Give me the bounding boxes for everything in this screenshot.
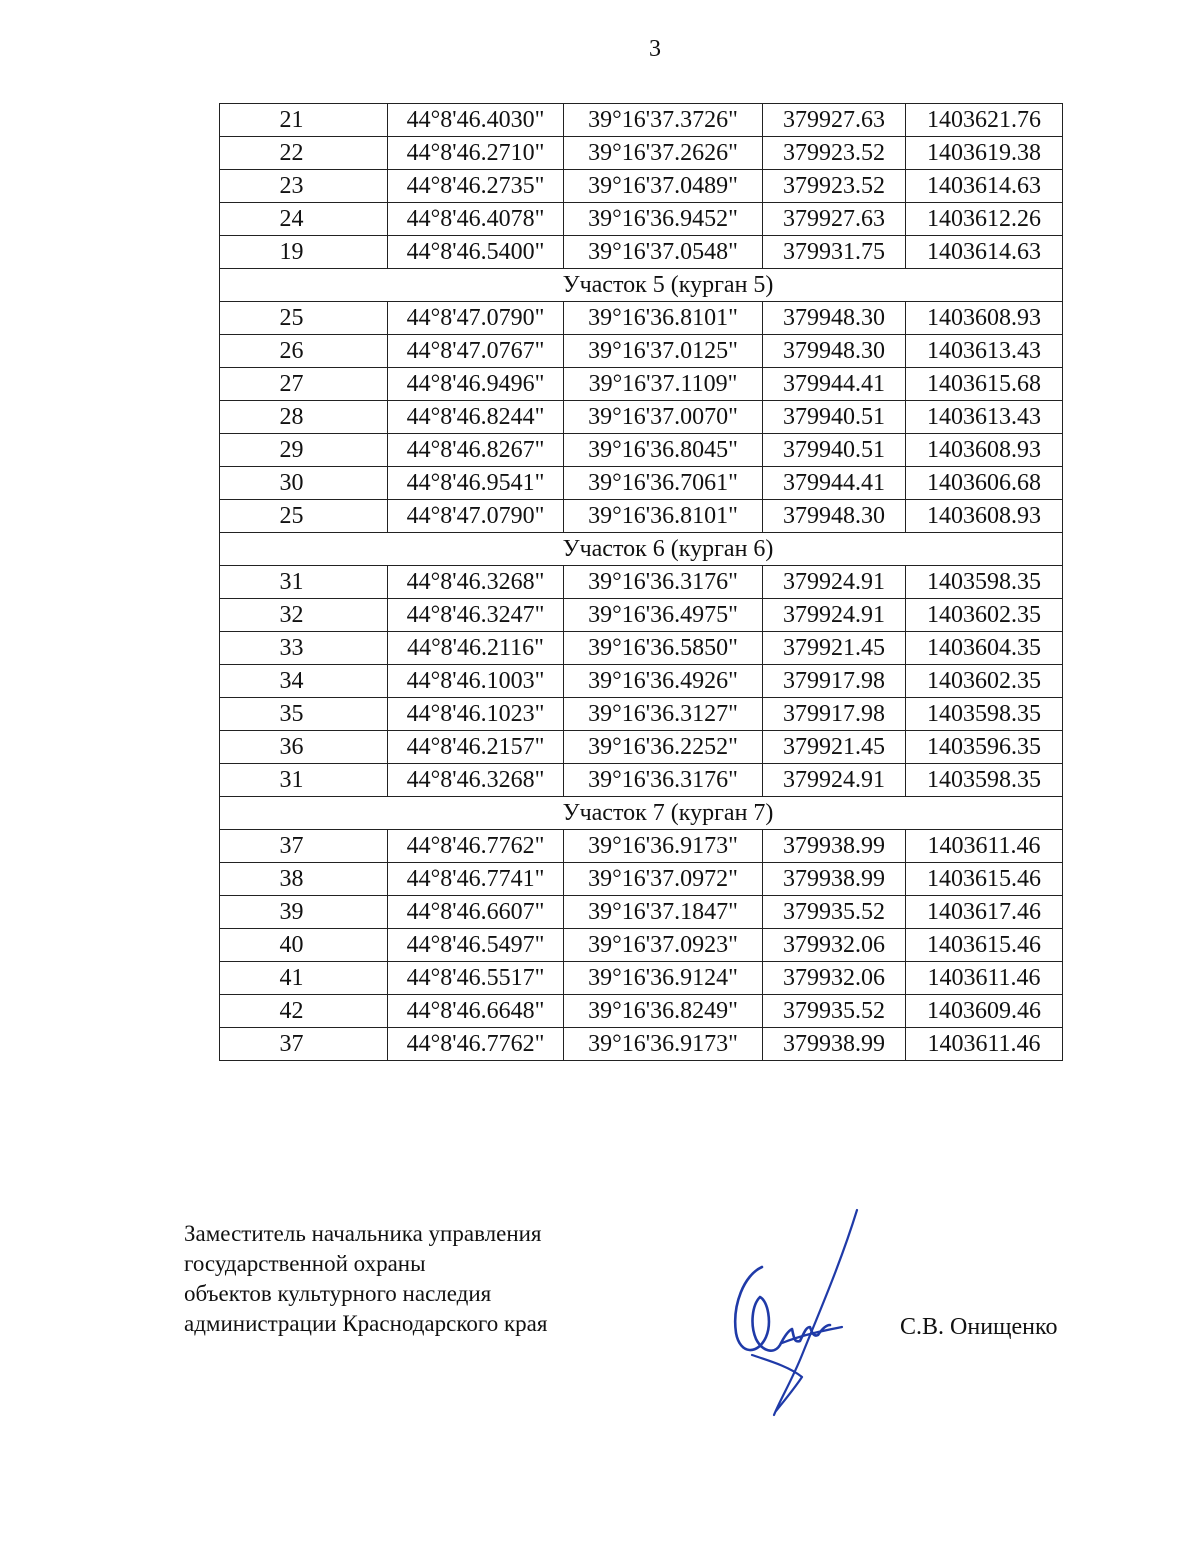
- table-row: [220, 335, 1063, 368]
- y-coordinate-cell: 1403617.46: [906, 896, 1063, 929]
- latitude-cell: 44°8'46.2710": [388, 137, 564, 170]
- point-number: 34: [220, 665, 388, 698]
- longitude-cell: 39°16'36.5850": [564, 632, 763, 665]
- table-row: [220, 665, 1063, 698]
- latitude-cell: 44°8'46.4030": [388, 104, 564, 137]
- y-coordinate-cell: 1403619.38: [906, 137, 1063, 170]
- point-number: 25: [220, 302, 388, 335]
- point-number: 39: [220, 896, 388, 929]
- y-coordinate-cell: 1403608.93: [906, 302, 1063, 335]
- latitude-cell: 44°8'46.3247": [388, 599, 564, 632]
- signature-stroke: [774, 1210, 857, 1415]
- longitude-cell: 39°16'36.9452": [564, 203, 763, 236]
- y-coordinate-cell: 1403608.93: [906, 500, 1063, 533]
- table-row: [220, 830, 1063, 863]
- x-coordinate-cell: 379917.98: [763, 698, 906, 731]
- x-coordinate-cell: 379932.06: [763, 962, 906, 995]
- point-number: 30: [220, 467, 388, 500]
- x-coordinate-cell: 379927.63: [763, 203, 906, 236]
- x-coordinate-cell: 379917.98: [763, 665, 906, 698]
- y-coordinate-cell: 1403602.35: [906, 599, 1063, 632]
- longitude-cell: 39°16'37.1847": [564, 896, 763, 929]
- point-number: 41: [220, 962, 388, 995]
- latitude-cell: 44°8'46.8267": [388, 434, 564, 467]
- coordinates-table-body: [220, 104, 1063, 1061]
- y-coordinate-cell: 1403611.46: [906, 830, 1063, 863]
- x-coordinate-cell: 379924.91: [763, 764, 906, 797]
- table-row: [220, 368, 1063, 401]
- y-coordinate-cell: 1403606.68: [906, 467, 1063, 500]
- y-coordinate-cell: 1403621.76: [906, 104, 1063, 137]
- table-row: [220, 599, 1063, 632]
- y-coordinate-cell: 1403614.63: [906, 236, 1063, 269]
- longitude-cell: 39°16'36.8249": [564, 995, 763, 1028]
- y-coordinate-cell: 1403596.35: [906, 731, 1063, 764]
- section-title: Участок 6 (курган 6): [220, 533, 1063, 566]
- table-row: [220, 500, 1063, 533]
- x-coordinate-cell: 379931.75: [763, 236, 906, 269]
- section-header-row: [220, 269, 1063, 302]
- longitude-cell: 39°16'36.3176": [564, 566, 763, 599]
- latitude-cell: 44°8'46.9496": [388, 368, 564, 401]
- point-number: 37: [220, 830, 388, 863]
- longitude-cell: 39°16'36.3176": [564, 764, 763, 797]
- point-number: 40: [220, 929, 388, 962]
- x-coordinate-cell: 379940.51: [763, 434, 906, 467]
- latitude-cell: 44°8'46.5400": [388, 236, 564, 269]
- point-number: 21: [220, 104, 388, 137]
- y-coordinate-cell: 1403615.68: [906, 368, 1063, 401]
- y-coordinate-cell: 1403598.35: [906, 764, 1063, 797]
- signer-name: С.В. Онищенко: [900, 1314, 1058, 1340]
- x-coordinate-cell: 379948.30: [763, 302, 906, 335]
- table-row: [220, 170, 1063, 203]
- x-coordinate-cell: 379944.41: [763, 467, 906, 500]
- longitude-cell: 39°16'36.4926": [564, 665, 763, 698]
- latitude-cell: 44°8'46.2157": [388, 731, 564, 764]
- latitude-cell: 44°8'46.6607": [388, 896, 564, 929]
- x-coordinate-cell: 379938.99: [763, 830, 906, 863]
- longitude-cell: 39°16'37.0489": [564, 170, 763, 203]
- y-coordinate-cell: 1403598.35: [906, 698, 1063, 731]
- point-number: 24: [220, 203, 388, 236]
- point-number: 36: [220, 731, 388, 764]
- x-coordinate-cell: 379932.06: [763, 929, 906, 962]
- table-row: [220, 896, 1063, 929]
- table-row: [220, 1028, 1063, 1061]
- point-number: 38: [220, 863, 388, 896]
- y-coordinate-cell: 1403613.43: [906, 401, 1063, 434]
- y-coordinate-cell: 1403609.46: [906, 995, 1063, 1028]
- latitude-cell: 44°8'47.0790": [388, 302, 564, 335]
- x-coordinate-cell: 379935.52: [763, 995, 906, 1028]
- section-header-row: [220, 533, 1063, 566]
- longitude-cell: 39°16'36.7061": [564, 467, 763, 500]
- longitude-cell: 39°16'37.1109": [564, 368, 763, 401]
- longitude-cell: 39°16'37.0972": [564, 863, 763, 896]
- point-number: 35: [220, 698, 388, 731]
- table-row: [220, 203, 1063, 236]
- latitude-cell: 44°8'46.7762": [388, 1028, 564, 1061]
- table-row: [220, 764, 1063, 797]
- handwritten-signature: [722, 1205, 872, 1420]
- table-row: [220, 962, 1063, 995]
- page-number: 3: [649, 36, 661, 62]
- point-number: 27: [220, 368, 388, 401]
- latitude-cell: 44°8'46.3268": [388, 764, 564, 797]
- point-number: 31: [220, 566, 388, 599]
- point-number: 22: [220, 137, 388, 170]
- x-coordinate-cell: 379927.63: [763, 104, 906, 137]
- point-number: 32: [220, 599, 388, 632]
- x-coordinate-cell: 379924.91: [763, 566, 906, 599]
- latitude-cell: 44°8'46.2735": [388, 170, 564, 203]
- x-coordinate-cell: 379935.52: [763, 896, 906, 929]
- table-row: [220, 236, 1063, 269]
- table-row: [220, 632, 1063, 665]
- y-coordinate-cell: 1403611.46: [906, 1028, 1063, 1061]
- latitude-cell: 44°8'46.9541": [388, 467, 564, 500]
- table-row: [220, 863, 1063, 896]
- latitude-cell: 44°8'47.0790": [388, 500, 564, 533]
- x-coordinate-cell: 379948.30: [763, 335, 906, 368]
- signature-stroke: [752, 1355, 802, 1411]
- point-number: 19: [220, 236, 388, 269]
- y-coordinate-cell: 1403602.35: [906, 665, 1063, 698]
- signer-position: [184, 1219, 547, 1339]
- point-number: 42: [220, 995, 388, 1028]
- latitude-cell: 44°8'47.0767": [388, 335, 564, 368]
- longitude-cell: 39°16'36.9173": [564, 830, 763, 863]
- longitude-cell: 39°16'36.8101": [564, 302, 763, 335]
- latitude-cell: 44°8'46.3268": [388, 566, 564, 599]
- longitude-cell: 39°16'36.2252": [564, 731, 763, 764]
- y-coordinate-cell: 1403598.35: [906, 566, 1063, 599]
- y-coordinate-cell: 1403608.93: [906, 434, 1063, 467]
- coordinates-table: [219, 103, 1063, 1061]
- table-row: [220, 401, 1063, 434]
- point-number: 26: [220, 335, 388, 368]
- longitude-cell: 39°16'37.0070": [564, 401, 763, 434]
- signer-position-line: государственной охраны: [184, 1251, 426, 1276]
- signer-position-line: Заместитель начальника управления: [184, 1221, 542, 1246]
- table-row: [220, 929, 1063, 962]
- longitude-cell: 39°16'36.4975": [564, 599, 763, 632]
- point-number: 33: [220, 632, 388, 665]
- y-coordinate-cell: 1403611.46: [906, 962, 1063, 995]
- longitude-cell: 39°16'36.8101": [564, 500, 763, 533]
- point-number: 25: [220, 500, 388, 533]
- latitude-cell: 44°8'46.5517": [388, 962, 564, 995]
- y-coordinate-cell: 1403612.26: [906, 203, 1063, 236]
- signer-position-line: объектов культурного наследия: [184, 1281, 492, 1306]
- latitude-cell: 44°8'46.5497": [388, 929, 564, 962]
- x-coordinate-cell: 379923.52: [763, 137, 906, 170]
- x-coordinate-cell: 379938.99: [763, 863, 906, 896]
- longitude-cell: 39°16'36.9124": [564, 962, 763, 995]
- x-coordinate-cell: 379940.51: [763, 401, 906, 434]
- y-coordinate-cell: 1403615.46: [906, 929, 1063, 962]
- y-coordinate-cell: 1403613.43: [906, 335, 1063, 368]
- table-row: [220, 731, 1063, 764]
- latitude-cell: 44°8'46.1003": [388, 665, 564, 698]
- latitude-cell: 44°8'46.8244": [388, 401, 564, 434]
- latitude-cell: 44°8'46.1023": [388, 698, 564, 731]
- point-number: 37: [220, 1028, 388, 1061]
- y-coordinate-cell: 1403615.46: [906, 863, 1063, 896]
- longitude-cell: 39°16'37.0548": [564, 236, 763, 269]
- x-coordinate-cell: 379923.52: [763, 170, 906, 203]
- longitude-cell: 39°16'37.3726": [564, 104, 763, 137]
- latitude-cell: 44°8'46.4078": [388, 203, 564, 236]
- latitude-cell: 44°8'46.6648": [388, 995, 564, 1028]
- section-title: Участок 7 (курган 7): [220, 797, 1063, 830]
- x-coordinate-cell: 379924.91: [763, 599, 906, 632]
- longitude-cell: 39°16'37.0923": [564, 929, 763, 962]
- signature-stroke: [735, 1267, 830, 1351]
- longitude-cell: 39°16'37.0125": [564, 335, 763, 368]
- point-number: 23: [220, 170, 388, 203]
- point-number: 29: [220, 434, 388, 467]
- latitude-cell: 44°8'46.7741": [388, 863, 564, 896]
- table-row: [220, 104, 1063, 137]
- latitude-cell: 44°8'46.7762": [388, 830, 564, 863]
- longitude-cell: 39°16'36.3127": [564, 698, 763, 731]
- latitude-cell: 44°8'46.2116": [388, 632, 564, 665]
- x-coordinate-cell: 379944.41: [763, 368, 906, 401]
- table-row: [220, 566, 1063, 599]
- table-row: [220, 137, 1063, 170]
- table-row: [220, 698, 1063, 731]
- section-title: Участок 5 (курган 5): [220, 269, 1063, 302]
- longitude-cell: 39°16'37.2626": [564, 137, 763, 170]
- point-number: 28: [220, 401, 388, 434]
- table-row: [220, 467, 1063, 500]
- x-coordinate-cell: 379921.45: [763, 632, 906, 665]
- section-header-row: [220, 797, 1063, 830]
- x-coordinate-cell: 379921.45: [763, 731, 906, 764]
- table-row: [220, 995, 1063, 1028]
- table-row: [220, 434, 1063, 467]
- signer-position-line: администрации Краснодарского края: [184, 1311, 548, 1336]
- longitude-cell: 39°16'36.9173": [564, 1028, 763, 1061]
- point-number: 31: [220, 764, 388, 797]
- y-coordinate-cell: 1403604.35: [906, 632, 1063, 665]
- x-coordinate-cell: 379938.99: [763, 1028, 906, 1061]
- longitude-cell: 39°16'36.8045": [564, 434, 763, 467]
- y-coordinate-cell: 1403614.63: [906, 170, 1063, 203]
- table-row: [220, 302, 1063, 335]
- x-coordinate-cell: 379948.30: [763, 500, 906, 533]
